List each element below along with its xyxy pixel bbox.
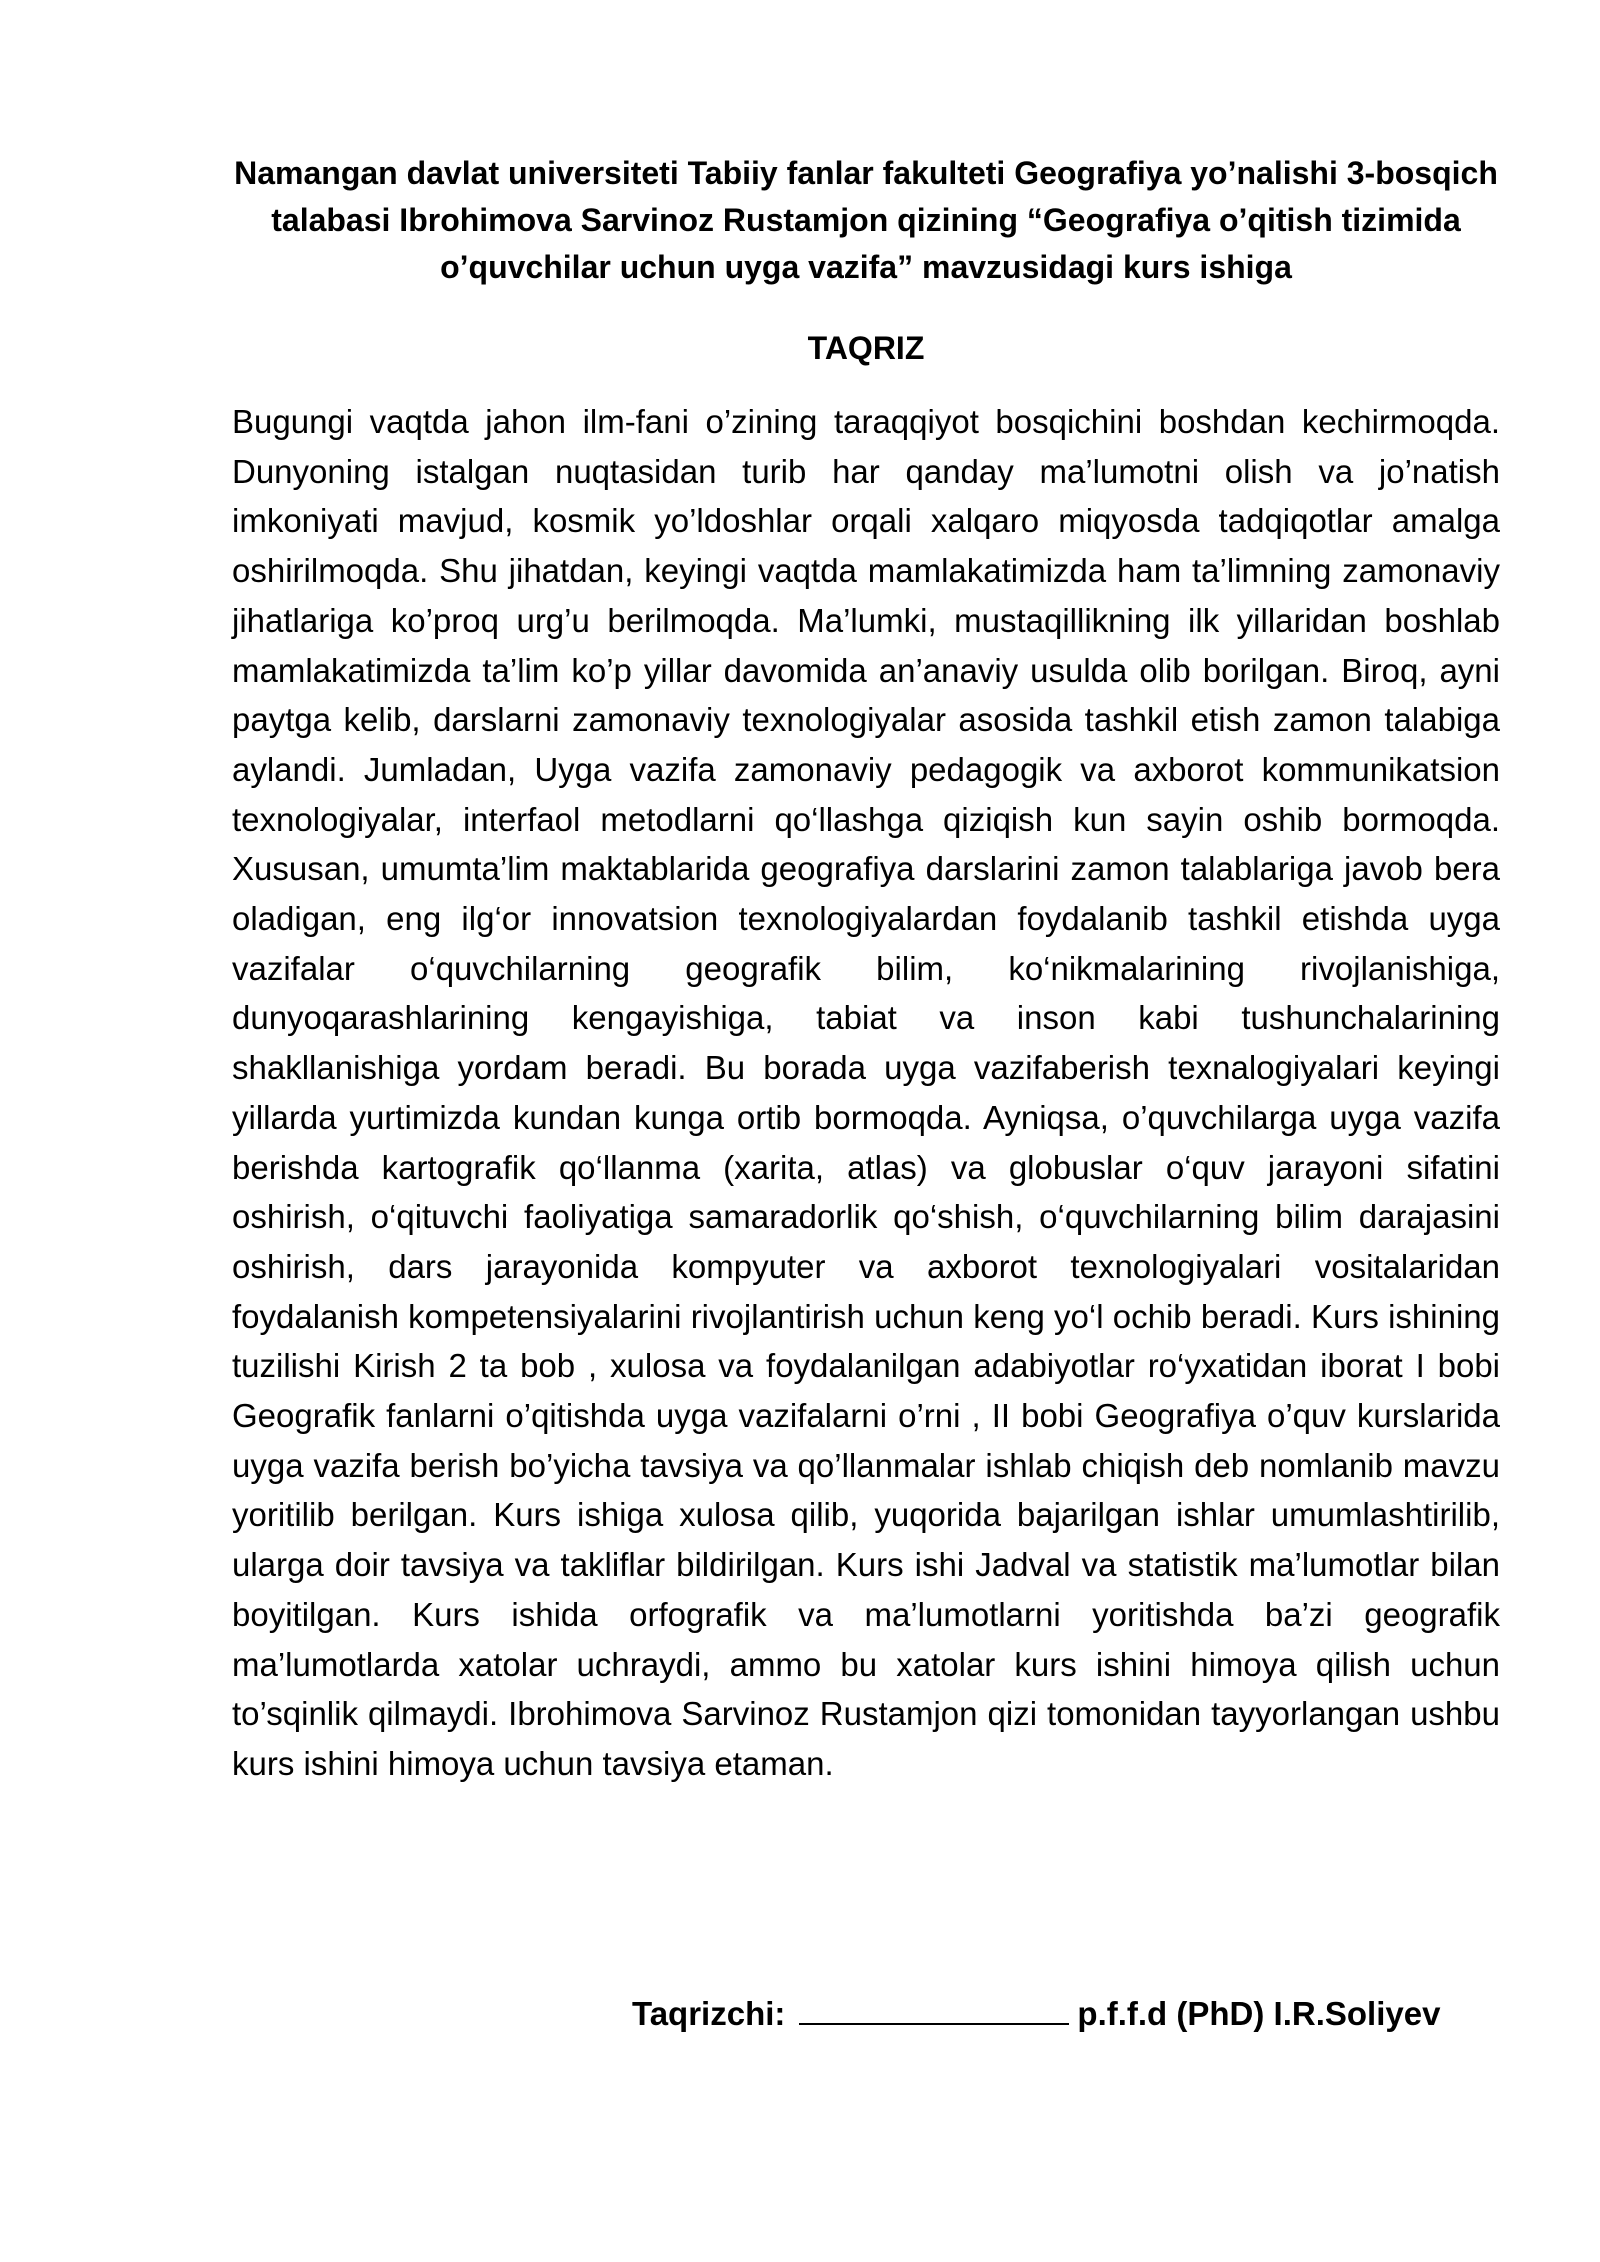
document-title: TAQRIZ bbox=[807, 330, 925, 366]
signature-block bbox=[632, 1990, 1452, 2038]
signature-label: Taqrizchi: bbox=[632, 1995, 786, 2032]
reviewer-name: p.f.f.d (PhD) I.R.Soliyev bbox=[1077, 1995, 1441, 2032]
review-body: Bugungi vaqtda jahon ilm-fani o’zining taraqqiyot bosqichini boshdan kechirmoqda. Dunyoning istalgan nuqtasidan turib har qanday ma’lumotni olish va jo’natish imkoniyati mavjud, kosmik yo’ldoshlar orqali xalqaro miqyosda tadqiqotlar amalga oshirilmoqda. Shu jihatdan, keyingi vaqtda mamlakatimizda ham ta’limning zamonaviy jihatlariga ko’proq urg’u berilmoqda. Ma’lumki, mustaqillikning ilk yillaridan boshlab mamlakatimizda ta’lim ko’p yillar davomida an’anaviy usulda olib borilgan. Biroq, ayni paytga kelib, darslarni zamonaviy texnologiyalar asosida tashkil etish zamon talabiga aylandi. Jumladan, Uyga vazifa zamonaviy pedagogik va axborot kommunikatsion texnologiyalar, interfaol metodlarni qo‘llashga qiziqish kun sayin oshib bormoqda. Xususan, umumta’lim maktablarida geografiya darslarini zamon talablariga javob bera oladigan, eng ilg‘or innovatsion texnologiyalardan foydalanib tashkil etishda uyga vazifalar o‘quvchilarning geografik bilim, ko‘nikmalarining rivojlanishiga, dunyoqarashlarining kengayishiga, tabiat va inson kabi tushunchalarining shakllanishiga yordam beradi. Bu borada uyga vazifaberish texnalogiyalari keyingi yillarda yurtimizda kundan kunga ortib bormoqda. Ayniqsa, o’quvchilarga uyga vazifa berishda kartografik qo‘llanma (xarita, atlas) va globuslar o‘quv jarayoni sifatini oshirish, o‘qituvchi faoliyatiga samaradorlik qo‘shish, o‘quvchilarning bilim darajasini oshirish, dars jarayonida kompyuter va axborot texnologiyalari vositalaridan foydalanish kompetensiyalarini rivojlantirish uchun keng yo‘l ochib beradi. Kurs ishining tuzilishi Kirish 2 ta bob , xulosa va foydalanilgan adabiyotlar ro‘yxatidan iborat I bobi Geografik fanlarni o’qitishda uyga vazifalarni o’rni , II bobi Geografiya o’quv kurslarida uyga vazifa berish bo’yicha tavsiya va qo’llanmalar ishlab chiqish deb nomlanib mavzu yoritilib berilgan. Kurs ishiga xulosa qilib, yuqorida bajarilgan ishlar umumlashtirilib, ularga doir tavsiya va takliflar bildirilgan. Kurs ishi Jadval va statistik ma’lumotlar bilan boyitilgan. Kurs ishida orfografik va ma’lumotlarni yoritishda ba’zi geografik ma’lumotlarda xatolar uchraydi, ammo bu xatolar kurs ishini himoya qilish uchun to’sqinlik qilmaydi. Ibrohimova Sarvinoz Rustamjon qizi tomonidan tayyorlangan ushbu kurs ishini himoya uchun tavsiya etaman. bbox=[232, 403, 1500, 1782]
document-heading: Namangan davlat universiteti Tabiiy fanlar fakulteti Geografiya yo’nalishi 3-bosqich talabasi Ibrohimova Sarvinoz Rustamjon qizining “Geografiya o’qitish tizimida o’quvchilar uchun uyga vazifa” mavzusidagi kurs ishiga bbox=[234, 155, 1498, 285]
signature-line bbox=[799, 1993, 1069, 2025]
